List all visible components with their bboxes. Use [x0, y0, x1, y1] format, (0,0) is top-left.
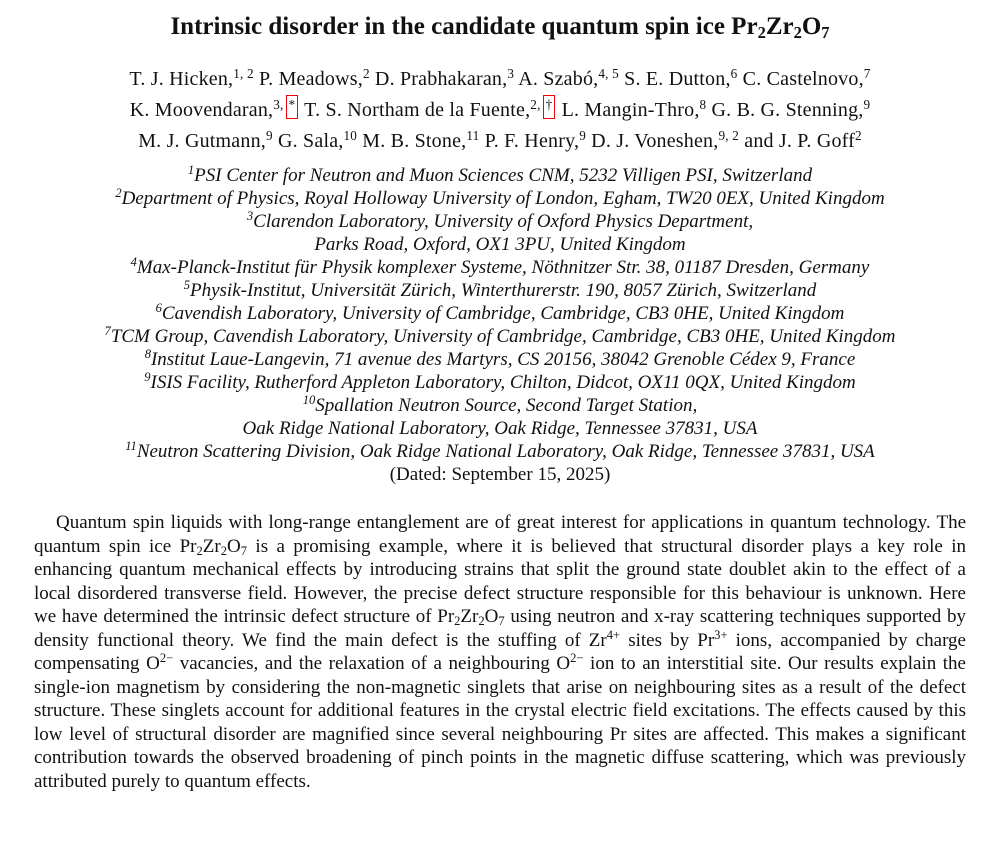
superscript: 9: [863, 96, 871, 112]
superscript: 10: [302, 393, 316, 408]
superscript: 2: [115, 186, 122, 201]
abstract-text: Quantum spin liquids with long-range entanglement are of great interest for applications in quantum technology. The quantum spin ice $Pr_2Zr_2O_7$ is a promising example, where it is believed that structural disorder plays a key role in enhancing quantum mechanical effects by introducing strains that split the ground state doublet akin to the effect of a local disordered transverse field. However, the precise defect structure responsible for this behaviour is unknown. Here we have determined the intrinsic defect structure of $Pr_2Zr_2O_7$ using neutron and x-ray scattering techniques supported by density functional theory. We find the main defect is the stuffing of $Zr^{4+}$ sites by $Pr^{3+}$ ions, accompanied by charge compensating $O^{2-}$ vacancies, and the relaxation of a neighbouring $O^{2-}$ ion to an interstitial site. Our results explain the single-ion magnetism by considering the non-magnetic singlets that arise on neighbouring sites as a result of the defect structure. These singlets account for additional features in the crystal electric field excitations. The effects caused by this low level of structural disorder are magnified since several neighbouring Pr sites are affected. This makes a significant contribution towards the observed broadening of pinch points in the magnetic diffuse scattering, which was previously attributed purely to quantum effects.: [34, 512, 966, 792]
superscript: 6: [730, 65, 738, 81]
subscript: 2: [793, 23, 802, 43]
author-block: [0, 64, 1000, 157]
superscript: 2: [362, 65, 370, 81]
date-line: (Dated: September 15, 2025): [389, 464, 611, 485]
superscript: 9: [579, 127, 586, 143]
superscript: 9: [144, 370, 151, 385]
subscript: 2: [478, 614, 485, 629]
superscript: 8: [144, 347, 151, 362]
subscript: 2: [220, 543, 227, 558]
author-line: K. Moovendaran,$^{3,}$ * T. S. Northam de la Fuente,$^{2,}$ † L. Mangin-Thro,$^8$ G. B. G. Stenning,$^9$: [129, 96, 871, 121]
superscript: 1: [187, 163, 195, 178]
affiliation-line: $^4$Max-Planck-Institut für Physik komplexer Systeme, Nöthnitzer Str. 38, 01187 Dresden, Germany: [130, 255, 870, 278]
paper-title: Intrinsic disorder in the candidate quantum spin ice $Pr_2Zr_2O_7$: [170, 13, 830, 43]
superscript: 9: [266, 127, 273, 143]
author-line: T. J. Hicken,$^{1, 2}$ P. Meadows,$^2$ D. Prabhakaran,$^3$ A. Szabó,$^{4, 5}$ S. E. Dutton,$^6$ C. Castelnovo,$^7$: [129, 65, 871, 90]
superscript: 2−: [159, 651, 174, 666]
affiliation-line: Oak Ridge National Laboratory, Oak Ridge, Tennessee 37831, USA: [242, 418, 758, 439]
superscript: 3+: [714, 627, 728, 642]
subscript: 2: [196, 543, 203, 558]
superscript: 2: [855, 127, 862, 143]
superscript: 2−: [570, 651, 584, 666]
superscript: 7: [863, 65, 871, 81]
subscript: 2: [454, 614, 461, 629]
affiliation-block: [0, 164, 1000, 463]
superscript: 3: [507, 65, 515, 81]
superscript: 10: [343, 127, 358, 143]
affiliation-line: $^{10}$Spallation Neutron Source, Second Target Station,: [302, 393, 698, 416]
affiliation-line: Parks Road, Oxford, OX1 3PU, United Kingdom: [314, 234, 686, 255]
affiliation-line: $^9$ISIS Facility, Rutherford Appleton Laboratory, Chilton, Didcot, OX11 0QX, United Kingdom: [144, 370, 856, 393]
superscript: 2,: [530, 96, 541, 112]
subscript: 7: [240, 543, 247, 558]
footnote-marker-link[interactable]: †: [543, 95, 556, 119]
superscript: 4, 5: [598, 65, 619, 81]
subscript: 7: [498, 614, 505, 629]
superscript: 3,: [273, 96, 284, 112]
footnote-marker-link[interactable]: *: [286, 95, 299, 119]
superscript: 11: [466, 127, 480, 143]
affiliation-line: $^{11}$Neutron Scattering Division, Oak Ridge National Laboratory, Oak Ridge, Tennessee 37831, USA: [125, 439, 875, 462]
affiliation-line: $^6$Cavendish Laboratory, University of Cambridge, Cambridge, CB3 0HE, United Kingdom: [155, 301, 845, 324]
superscript: 5: [183, 278, 190, 293]
superscript: 8: [699, 96, 707, 112]
superscript: 4+: [606, 627, 621, 642]
superscript: 4: [130, 255, 137, 270]
superscript: 11: [125, 439, 137, 454]
author-line: M. J. Gutmann,$^9$ G. Sala,$^{10}$ M. B. Stone,$^{11}$ P. F. Henry,$^9$ D. J. Voneshen,$^{9, 2}$ and J. P. Goff$^2$: [138, 127, 862, 152]
affiliation-line: $^3$Clarendon Laboratory, University of Oxford Physics Department,: [246, 209, 754, 232]
superscript: 9, 2: [718, 127, 740, 143]
superscript: 6: [155, 301, 162, 316]
superscript: 7: [104, 324, 111, 339]
affiliation-line: $^1$PSI Center for Neutron and Muon Sciences CNM, 5232 Villigen PSI, Switzerland: [187, 163, 813, 186]
superscript: 1, 2: [233, 65, 254, 81]
subscript: 7: [821, 23, 830, 43]
affiliation-line: $^7$TCM Group, Cavendish Laboratory, University of Cambridge, Cambridge, CB3 0HE, United Kingdom: [104, 324, 896, 347]
subscript: 2: [757, 23, 766, 43]
affiliation-line: $^5$Physik-Institut, Universität Zürich, Winterthurerstr. 190, 8057 Zürich, Switzerland: [183, 278, 817, 301]
affiliation-line: $^2$Department of Physics, Royal Holloway University of London, Egham, TW20 0EX, United Kingdom: [115, 186, 885, 209]
affiliation-line: $^8$Institut Laue-Langevin, 71 avenue des Martyrs, CS 20156, 38042 Grenoble Cédex 9, France: [144, 347, 856, 370]
superscript: 3: [246, 209, 254, 224]
